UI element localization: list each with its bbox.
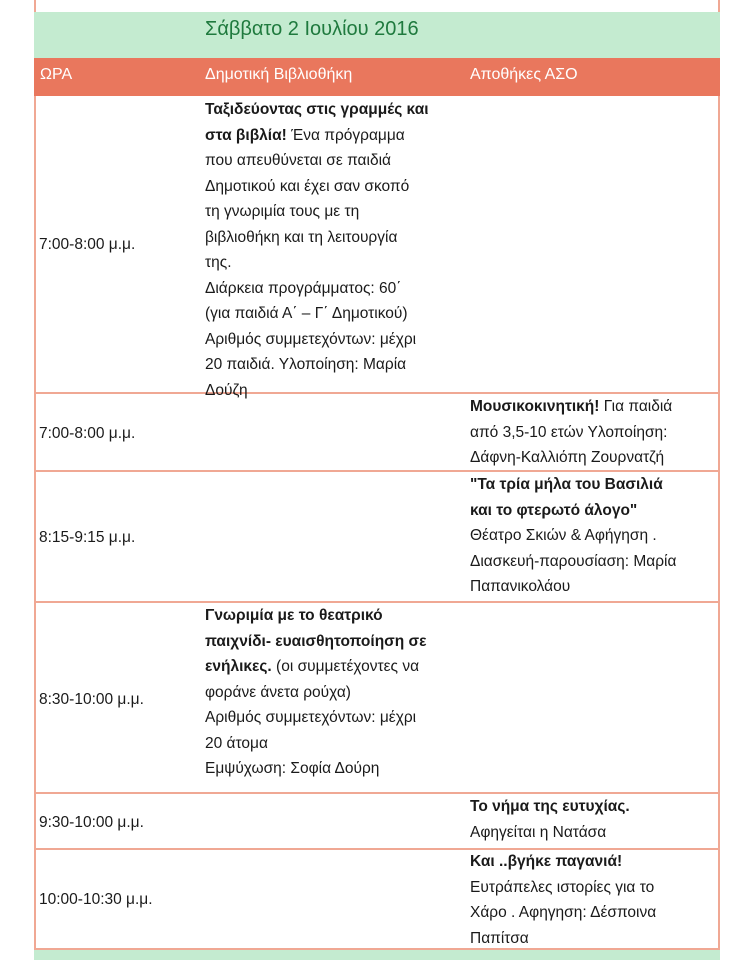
row-time: 8:15-9:15 μ.μ. [39,529,136,546]
event-text: Αφηγείται η Νατάσα [470,823,607,841]
event-title-cont: παιχνίδι- ευαισθητοποίηση σε [205,632,427,650]
library-event-cell [205,603,485,782]
header-warehouses: Αποθήκες ΑΣΟ [470,66,578,83]
event-text: τη γνωριμία τους με τη [205,203,360,220]
event-text: Δούζη [205,381,248,399]
event-text: (για παιδιά Α΄ – Γ΄ Δημοτικού) [205,305,408,322]
aso-event-cell [470,472,720,600]
row-time: 10:00-10:30 μ.μ. [39,891,153,908]
event-title-cont: ενήλικες. [205,658,272,675]
event-text: Δάφνη-Καλλιόπη Ζουρνατζή [470,449,665,466]
event-text: Εμψύχωση: Σοφία Δούρη [205,760,380,777]
event-title-cont: και το φτερωτό άλογο" [470,501,638,519]
event-text: 20 άτομα [205,734,268,752]
event-text: που απευθύνεται σε παιδιά [205,152,391,169]
event-text: Χάρο . Αφηγηση: Δέσποινα [470,904,657,921]
row-time: 9:30-10:00 μ.μ. [39,814,144,831]
event-text: Διασκευή-παρουσίαση: Μαρία [470,552,677,570]
event-text: Θέατρο Σκιών & Αφήγηση . [470,527,657,544]
event-title: Και ..βγήκε παγανιά! [470,853,623,870]
event-text: Παπανικολάου [470,578,571,595]
event-title-cont: στα βιβλία! [205,126,287,144]
aso-event-cell [470,849,720,951]
event-text: της. [205,254,232,271]
event-text: Ένα πρόγραμμα [286,126,405,144]
event-title: Μουσικοκινητική! [470,398,600,415]
event-text: βιβλιοθήκη και τη λειτουργία [205,228,398,246]
header-time: ΩΡΑ [40,66,73,83]
event-title: Γνωριμία με το θεατρικό [205,607,383,624]
event-text: Παπίτσα [470,929,529,947]
event-text: 20 παιδιά. Υλοποίηση: Μαρία [205,356,407,373]
event-text: Για παιδιά [599,398,673,415]
aso-event-cell [470,794,720,845]
table-header [34,58,720,96]
aso-event-cell [470,394,720,471]
event-text: Αριθμός συμμετεχόντων: μέχρι [205,709,417,726]
day-title: Σάββατο 2 Ιουλίου 2016 [205,18,419,40]
row-time: 8:30-10:00 μ.μ. [39,691,144,708]
event-text: Διάρκεια προγράμματος: 60΄ [205,279,402,297]
next-day-banner [34,950,720,960]
event-title: "Τα τρία μήλα του Βασιλιά [470,476,663,493]
row-time: 7:00-8:00 μ.μ. [39,425,136,442]
event-text: Αριθμός συμμετεχόντων: μέχρι [205,330,417,348]
event-title: Ταξιδεύοντας στις γραμμές και [205,101,429,118]
top-strip [34,0,720,12]
row-time: 7:00-8:00 μ.μ. [39,236,136,253]
library-event-cell [205,97,485,403]
event-text: Δημοτικού και έχει σαν σκοπό [205,177,410,195]
event-text: (οι συμμετέχοντες να [271,658,420,675]
table-border-left [34,0,36,960]
event-text: φοράνε άνετα ρούχα) [205,683,351,701]
event-title: Το νήμα της ευτυχίας. [470,798,630,815]
event-text: Ευτράπελες ιστορίες για το [470,878,655,896]
event-text: από 3,5-10 ετών Υλοποίηση: [470,423,668,441]
header-library: Δημοτική Βιβλιοθήκη [205,66,353,83]
